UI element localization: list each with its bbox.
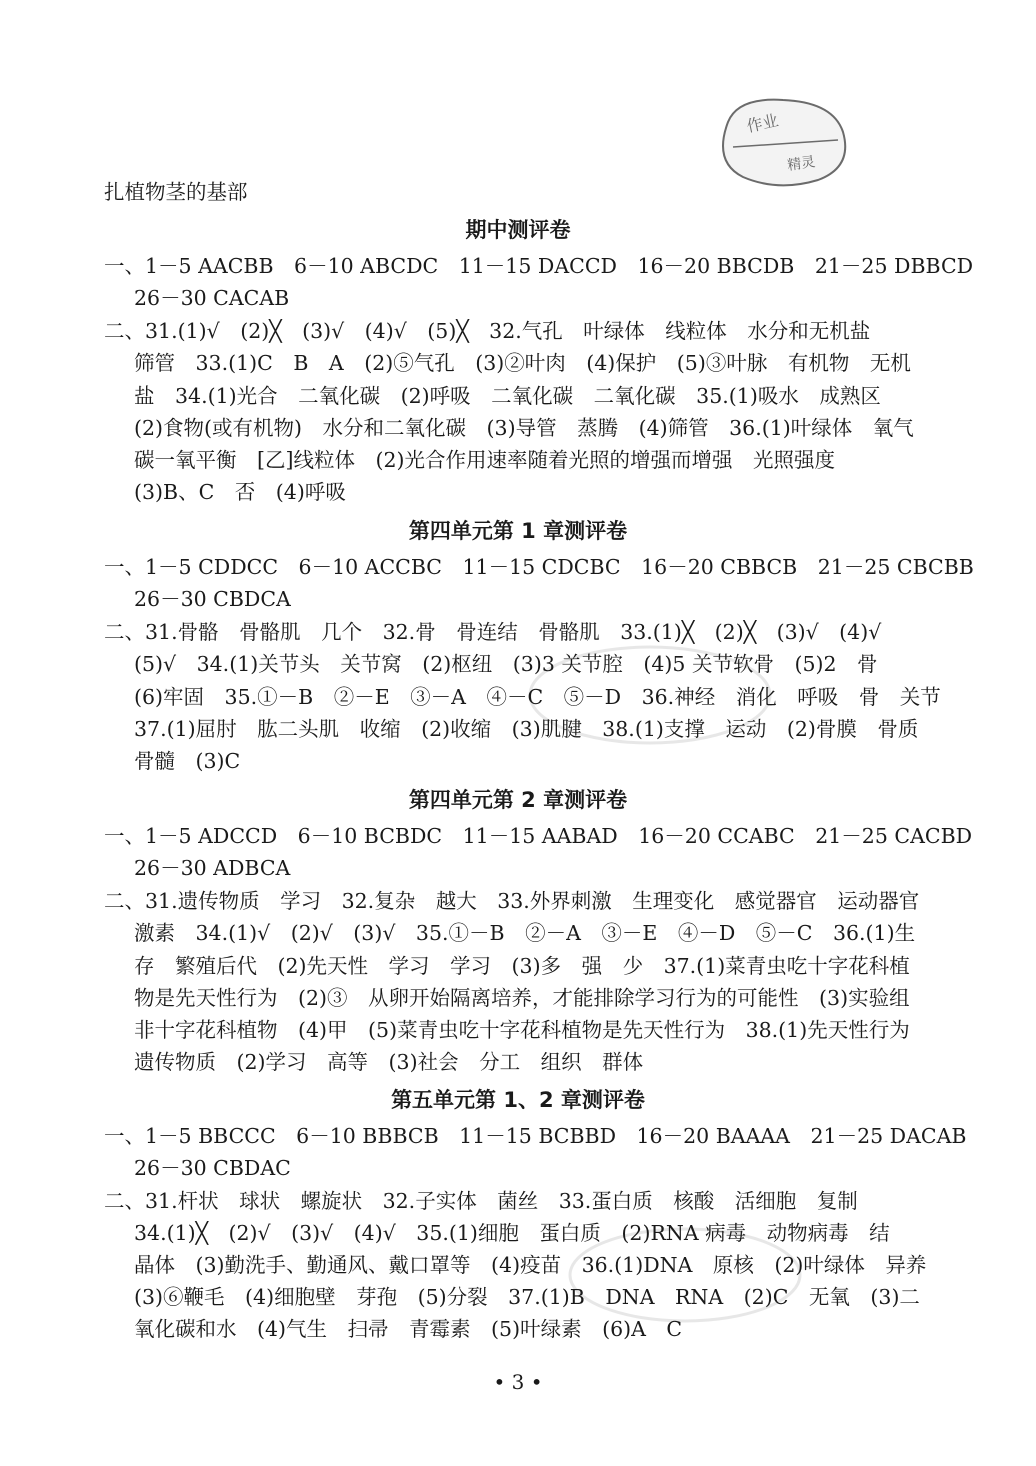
answer-line: (6)牢固 35.①－B ②－E ③－A ④－C ⑤－D 36.神经 消化 呼吸 骨 关节: [134, 685, 941, 709]
answer-line: 37.(1)屈肘 肱二头肌 收缩 (2)收缩 (3)肌腱 38.(1)支撑 运动 (2)骨膜 骨质: [134, 717, 919, 741]
answer-line: 筛管 33.(1)C B A (2)⑤气孔 (3)②叶肉 (4)保护 (5)③叶脉 有机物 无机: [134, 351, 911, 375]
answer-line: 晶体 (3)勤洗手、勤通风、戴口罩等 (4)疫苗 36.(1)DNA 原核 (2)叶绿体 异养: [134, 1253, 927, 1277]
answer-line: 26－30 CBDCA: [134, 587, 291, 611]
answer-line: (2)食物(或有机物) 水分和二氧化碳 (3)导管 蒸腾 (4)筛管 36.(1)叶绿体 氧气: [134, 416, 914, 440]
svg-text:作业: 作业: [744, 110, 781, 136]
answer-line: 二、31.遗传物质 学习 32.复杂 越大 33.外界刺激 生理变化 感觉器官 运动器官: [104, 889, 920, 913]
answer-line: 一、1－5 BBCCC 6－10 BBBCB 11－15 BCBBD 16－20 BAAAA 21－25 DACAB: [104, 1124, 967, 1148]
answer-line: 骨髓 (3)C: [134, 749, 241, 773]
page-number: • 3 •: [493, 1370, 543, 1394]
answer-line: 一、1－5 AACBB 6－10 ABCDC 11－15 DACCD 16－20 BBCDB 21－25 DBBCD: [104, 254, 974, 278]
top-line: 扎植物茎的基部: [104, 180, 248, 204]
answer-line: 26－30 CACAB: [134, 286, 290, 310]
section-title: 第四单元第 1 章测评卷: [408, 519, 628, 543]
answer-line: 一、1－5 ADCCD 6－10 BCBDC 11－15 AABAD 16－20 CCABC 21－25 CACBD: [104, 824, 973, 848]
answer-line: 二、31.杆状 球状 螺旋状 32.子实体 菌丝 33.蛋白质 核酸 活细胞 复制: [104, 1189, 858, 1213]
answer-line: 物是先天性行为 (2)③ 从卵开始隔离培养，才能排除学习行为的可能性 (3)实验组: [134, 986, 910, 1010]
answer-line: 26－30 ADBCA: [134, 856, 291, 880]
answer-line: 激素 34.(1)√ (2)√ (3)√ 35.①－B ②－A ③－E ④－D ⑤－C 36.(1)生: [134, 921, 916, 945]
answer-line: 34.(1)╳ (2)√ (3)√ (4)√ 35.(1)细胞 蛋白质 (2)RNA 病毒 动物病毒 结: [134, 1221, 890, 1245]
answer-line: 26－30 CBDAC: [134, 1156, 291, 1180]
answer-line: 非十字花科植物 (4)甲 (5)菜青虫吃十字花科植物是先天性行为 38.(1)先天性行为: [134, 1018, 910, 1042]
section-title: 第四单元第 2 章测评卷: [408, 788, 628, 812]
answer-line: 二、31.骨骼 骨骼肌 几个 32.骨 骨连结 骨骼肌 33.(1)╳ (2)╳ (3)√ (4)√: [104, 620, 882, 644]
svg-text:精灵: 精灵: [786, 154, 817, 174]
answer-line: (5)√ 34.(1)关节头 关节窝 (2)枢纽 (3)3 关节腔 (4)5 关节软骨 (5)2 骨: [134, 652, 878, 676]
answer-line: 遗传物质 (2)学习 高等 (3)社会 分工 组织 群体: [134, 1050, 644, 1074]
answer-line: 氧化碳和水 (4)气生 扫帚 青霉素 (5)叶绿素 (6)A C: [134, 1317, 683, 1341]
answer-line: 一、1－5 CDDCC 6－10 ACCBC 11－15 CDCBC 16－20 CBBCB 21－25 CBCBB: [104, 555, 974, 579]
answer-line: 存 繁殖后代 (2)先天性 学习 学习 (3)多 强 少 37.(1)菜青虫吃十字花科植: [134, 954, 910, 978]
answer-line: 二、31.(1)√ (2)╳ (3)√ (4)√ (5)╳ 32.气孔 叶绿体 线粒体 水分和无机盐: [104, 319, 871, 343]
answer-line: (3)⑥鞭毛 (4)细胞壁 芽孢 (5)分裂 37.(1)B DNA RNA (2)C 无氧 (3)二: [134, 1285, 920, 1309]
answer-line: (3)B、C 否 (4)呼吸: [134, 480, 346, 504]
answer-line: 盐 34.(1)光合 二氧化碳 (2)呼吸 二氧化碳 二氧化碳 35.(1)吸水 成熟区: [134, 384, 881, 408]
section-title: 第五单元第 1、2 章测评卷: [391, 1088, 645, 1112]
answer-line: 碳一氧平衡 [乙]线粒体 (2)光合作用速率随着光照的增强而增强 光照强度: [134, 448, 836, 472]
section-title: 期中测评卷: [465, 218, 571, 242]
